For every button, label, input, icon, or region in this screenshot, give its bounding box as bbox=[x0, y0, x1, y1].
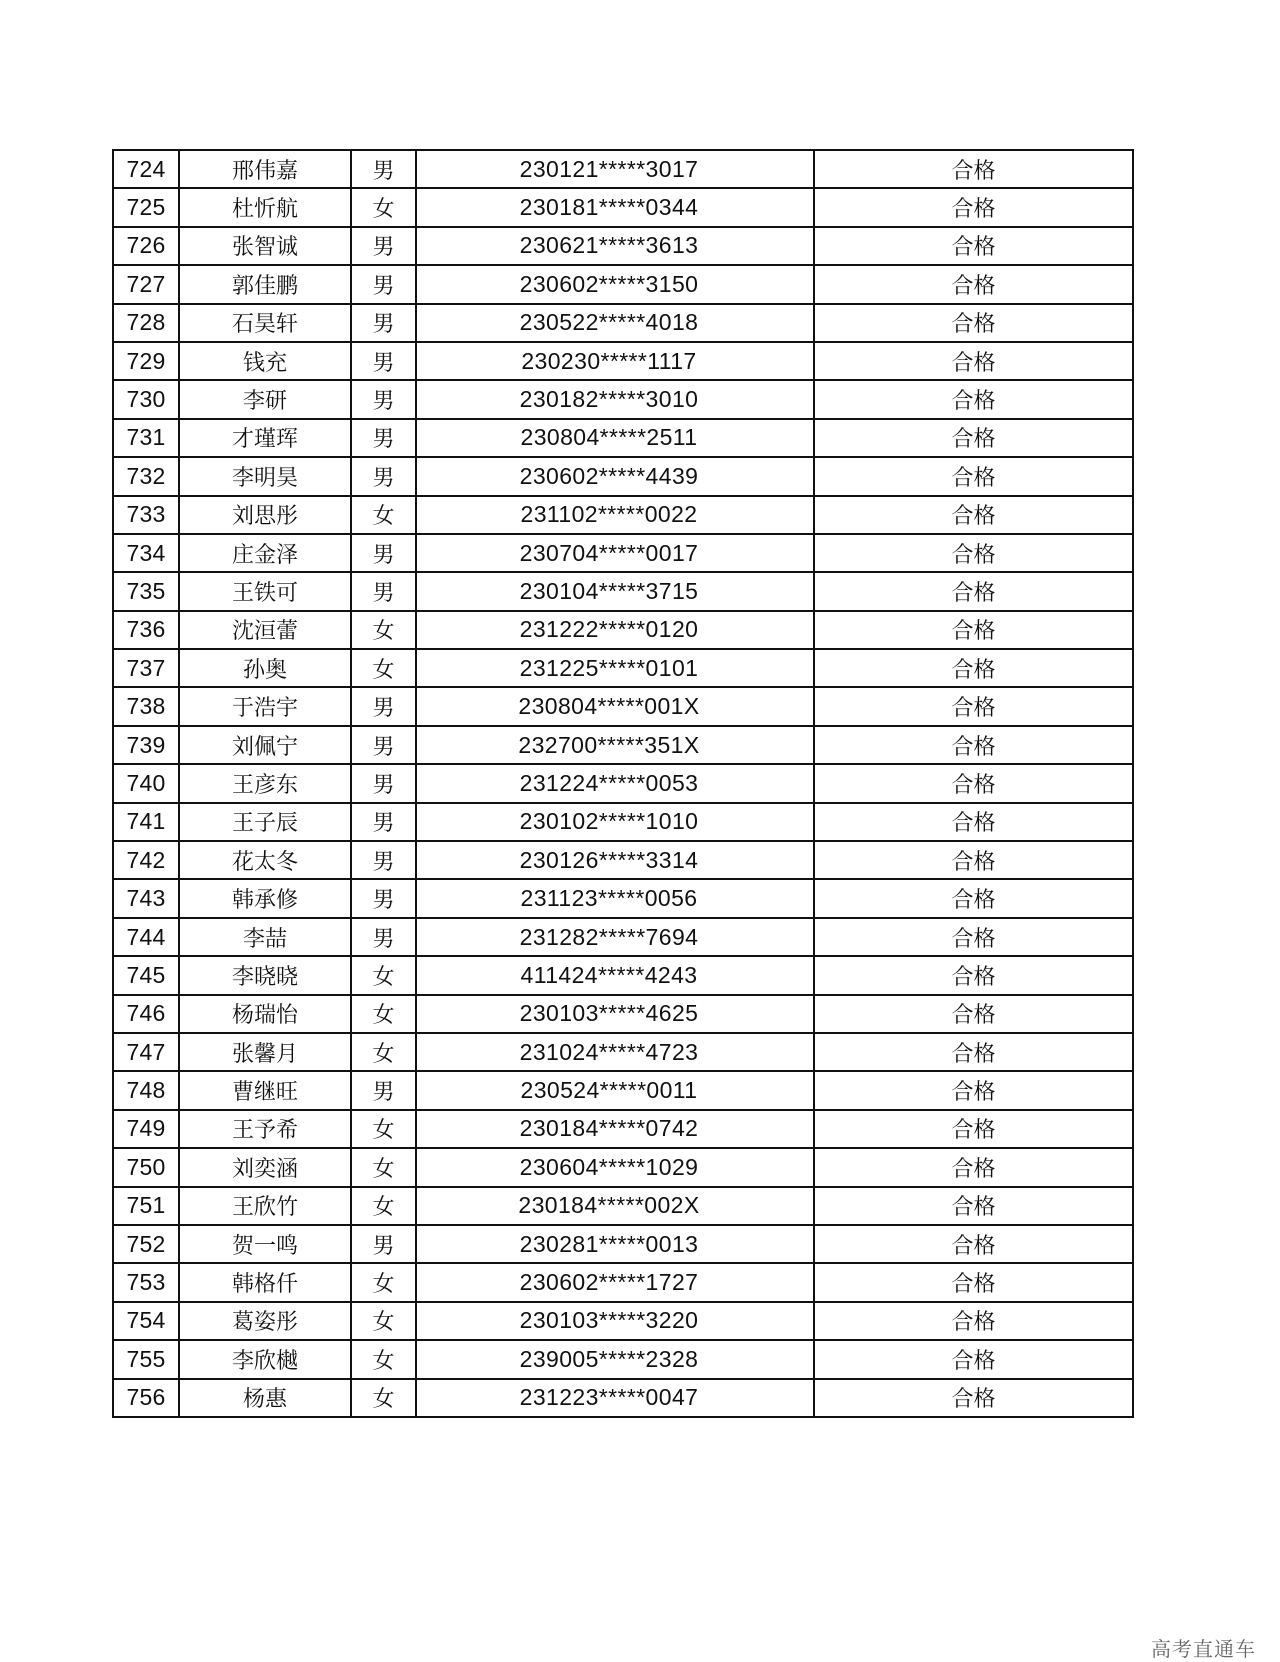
row-number-cell: 732 bbox=[113, 457, 179, 495]
row-number-cell: 739 bbox=[113, 726, 179, 764]
id-number-cell: 230102*****1010 bbox=[416, 803, 814, 841]
row-number-cell: 755 bbox=[113, 1340, 179, 1378]
table-row bbox=[113, 841, 1133, 879]
candidate-name-cell: 钱充 bbox=[179, 342, 351, 380]
candidate-name-cell: 孙奥 bbox=[179, 649, 351, 687]
row-number-cell: 742 bbox=[113, 841, 179, 879]
row-number-cell: 747 bbox=[113, 1033, 179, 1071]
id-number-cell: 230602*****3150 bbox=[416, 265, 814, 303]
row-number-cell: 729 bbox=[113, 342, 179, 380]
gender-cell: 男 bbox=[351, 879, 416, 917]
result-cell: 合格 bbox=[814, 1379, 1133, 1417]
table-row bbox=[113, 995, 1133, 1033]
row-number-cell: 737 bbox=[113, 649, 179, 687]
gender-cell: 男 bbox=[351, 534, 416, 572]
row-number-cell: 745 bbox=[113, 956, 179, 994]
id-number-cell: 231223*****0047 bbox=[416, 1379, 814, 1417]
candidate-name-cell: 李研 bbox=[179, 380, 351, 418]
id-number-cell: 230281*****0013 bbox=[416, 1225, 814, 1263]
id-number-cell: 231102*****0022 bbox=[416, 496, 814, 534]
table-row bbox=[113, 304, 1133, 342]
result-cell: 合格 bbox=[814, 1187, 1133, 1225]
id-number-cell: 230184*****002X bbox=[416, 1187, 814, 1225]
table-row bbox=[113, 265, 1133, 303]
candidate-name-cell: 王彦东 bbox=[179, 764, 351, 802]
result-cell: 合格 bbox=[814, 611, 1133, 649]
result-cell: 合格 bbox=[814, 1148, 1133, 1186]
result-cell: 合格 bbox=[814, 918, 1133, 956]
row-number-cell: 749 bbox=[113, 1110, 179, 1148]
candidate-name-cell: 韩承修 bbox=[179, 879, 351, 917]
gender-cell: 男 bbox=[351, 764, 416, 802]
table-row bbox=[113, 611, 1133, 649]
result-cell: 合格 bbox=[814, 1302, 1133, 1340]
row-number-cell: 753 bbox=[113, 1263, 179, 1301]
id-number-cell: 239005*****2328 bbox=[416, 1340, 814, 1378]
row-number-cell: 752 bbox=[113, 1225, 179, 1263]
gender-cell: 男 bbox=[351, 1225, 416, 1263]
candidate-name-cell: 庄金泽 bbox=[179, 534, 351, 572]
row-number-cell: 744 bbox=[113, 918, 179, 956]
table-row bbox=[113, 803, 1133, 841]
gender-cell: 男 bbox=[351, 918, 416, 956]
gender-cell: 女 bbox=[351, 1187, 416, 1225]
table-row bbox=[113, 457, 1133, 495]
id-number-cell: 230121*****3017 bbox=[416, 150, 814, 188]
row-number-cell: 746 bbox=[113, 995, 179, 1033]
gender-cell: 男 bbox=[351, 419, 416, 457]
gender-cell: 男 bbox=[351, 803, 416, 841]
table-row bbox=[113, 150, 1133, 188]
row-number-cell: 756 bbox=[113, 1379, 179, 1417]
gender-cell: 男 bbox=[351, 342, 416, 380]
result-cell: 合格 bbox=[814, 649, 1133, 687]
id-number-cell: 230621*****3613 bbox=[416, 227, 814, 265]
result-cell: 合格 bbox=[814, 380, 1133, 418]
id-number-cell: 231024*****4723 bbox=[416, 1033, 814, 1071]
candidate-name-cell: 王铁可 bbox=[179, 572, 351, 610]
candidate-name-cell: 曹继旺 bbox=[179, 1071, 351, 1109]
candidate-name-cell: 李明昊 bbox=[179, 457, 351, 495]
result-cell: 合格 bbox=[814, 1225, 1133, 1263]
candidate-name-cell: 杜忻航 bbox=[179, 188, 351, 226]
row-number-cell: 726 bbox=[113, 227, 179, 265]
result-cell: 合格 bbox=[814, 150, 1133, 188]
table-row bbox=[113, 342, 1133, 380]
candidate-name-cell: 韩格仟 bbox=[179, 1263, 351, 1301]
id-number-cell: 230522*****4018 bbox=[416, 304, 814, 342]
result-cell: 合格 bbox=[814, 534, 1133, 572]
candidate-name-cell: 李欣樾 bbox=[179, 1340, 351, 1378]
row-number-cell: 740 bbox=[113, 764, 179, 802]
gender-cell: 女 bbox=[351, 496, 416, 534]
table-row bbox=[113, 764, 1133, 802]
row-number-cell: 754 bbox=[113, 1302, 179, 1340]
gender-cell: 女 bbox=[351, 1148, 416, 1186]
row-number-cell: 728 bbox=[113, 304, 179, 342]
id-number-cell: 230126*****3314 bbox=[416, 841, 814, 879]
gender-cell: 女 bbox=[351, 611, 416, 649]
result-cell: 合格 bbox=[814, 803, 1133, 841]
gender-cell: 女 bbox=[351, 1110, 416, 1148]
gender-cell: 女 bbox=[351, 1263, 416, 1301]
candidate-name-cell: 刘佩宁 bbox=[179, 726, 351, 764]
id-number-cell: 230524*****0011 bbox=[416, 1071, 814, 1109]
gender-cell: 男 bbox=[351, 687, 416, 725]
gender-cell: 男 bbox=[351, 572, 416, 610]
table-row bbox=[113, 1340, 1133, 1378]
table-row bbox=[113, 227, 1133, 265]
result-cell: 合格 bbox=[814, 1263, 1133, 1301]
id-number-cell: 411424*****4243 bbox=[416, 956, 814, 994]
candidate-name-cell: 王予希 bbox=[179, 1110, 351, 1148]
candidate-name-cell: 王子辰 bbox=[179, 803, 351, 841]
candidate-name-cell: 张馨月 bbox=[179, 1033, 351, 1071]
row-number-cell: 741 bbox=[113, 803, 179, 841]
id-number-cell: 230602*****4439 bbox=[416, 457, 814, 495]
row-number-cell: 734 bbox=[113, 534, 179, 572]
row-number-cell: 738 bbox=[113, 687, 179, 725]
id-number-cell: 232700*****351X bbox=[416, 726, 814, 764]
row-number-cell: 743 bbox=[113, 879, 179, 917]
table-row bbox=[113, 687, 1133, 725]
gender-cell: 男 bbox=[351, 841, 416, 879]
id-number-cell: 230704*****0017 bbox=[416, 534, 814, 572]
result-cell: 合格 bbox=[814, 572, 1133, 610]
candidate-name-cell: 才瑾珲 bbox=[179, 419, 351, 457]
result-cell: 合格 bbox=[814, 419, 1133, 457]
candidate-name-cell: 花太冬 bbox=[179, 841, 351, 879]
row-number-cell: 727 bbox=[113, 265, 179, 303]
row-number-cell: 724 bbox=[113, 150, 179, 188]
gender-cell: 男 bbox=[351, 150, 416, 188]
table-row bbox=[113, 380, 1133, 418]
gender-cell: 男 bbox=[351, 1071, 416, 1109]
table-row bbox=[113, 419, 1133, 457]
table-row bbox=[113, 726, 1133, 764]
table-row bbox=[113, 1302, 1133, 1340]
id-number-cell: 231225*****0101 bbox=[416, 649, 814, 687]
gender-cell: 女 bbox=[351, 1302, 416, 1340]
result-cell: 合格 bbox=[814, 1110, 1133, 1148]
table-row bbox=[113, 918, 1133, 956]
gender-cell: 男 bbox=[351, 265, 416, 303]
table-row bbox=[113, 956, 1133, 994]
result-cell: 合格 bbox=[814, 342, 1133, 380]
candidate-name-cell: 石昊轩 bbox=[179, 304, 351, 342]
table-row bbox=[113, 649, 1133, 687]
result-cell: 合格 bbox=[814, 1033, 1133, 1071]
row-number-cell: 735 bbox=[113, 572, 179, 610]
id-number-cell: 230604*****1029 bbox=[416, 1148, 814, 1186]
gender-cell: 女 bbox=[351, 188, 416, 226]
candidate-name-cell: 刘奕涵 bbox=[179, 1148, 351, 1186]
result-cell: 合格 bbox=[814, 304, 1133, 342]
id-number-cell: 230184*****0742 bbox=[416, 1110, 814, 1148]
id-number-cell: 230182*****3010 bbox=[416, 380, 814, 418]
candidate-name-cell: 沈洹蕾 bbox=[179, 611, 351, 649]
results-table-body bbox=[113, 150, 1133, 1417]
candidate-name-cell: 王欣竹 bbox=[179, 1187, 351, 1225]
result-cell: 合格 bbox=[814, 265, 1133, 303]
gender-cell: 女 bbox=[351, 995, 416, 1033]
result-cell: 合格 bbox=[814, 1071, 1133, 1109]
row-number-cell: 748 bbox=[113, 1071, 179, 1109]
result-cell: 合格 bbox=[814, 879, 1133, 917]
id-number-cell: 231123*****0056 bbox=[416, 879, 814, 917]
id-number-cell: 231282*****7694 bbox=[416, 918, 814, 956]
result-cell: 合格 bbox=[814, 188, 1133, 226]
table-row bbox=[113, 1148, 1133, 1186]
id-number-cell: 230181*****0344 bbox=[416, 188, 814, 226]
candidate-name-cell: 杨瑞怡 bbox=[179, 995, 351, 1033]
id-number-cell: 230804*****001X bbox=[416, 687, 814, 725]
row-number-cell: 733 bbox=[113, 496, 179, 534]
table-row bbox=[113, 1379, 1133, 1417]
candidate-name-cell: 郭佳鹏 bbox=[179, 265, 351, 303]
gender-cell: 男 bbox=[351, 227, 416, 265]
table-row bbox=[113, 1225, 1133, 1263]
id-number-cell: 231224*****0053 bbox=[416, 764, 814, 802]
gender-cell: 女 bbox=[351, 1379, 416, 1417]
row-number-cell: 736 bbox=[113, 611, 179, 649]
row-number-cell: 731 bbox=[113, 419, 179, 457]
candidate-name-cell: 李晓晓 bbox=[179, 956, 351, 994]
result-cell: 合格 bbox=[814, 726, 1133, 764]
candidate-name-cell: 刘思彤 bbox=[179, 496, 351, 534]
candidate-name-cell: 李喆 bbox=[179, 918, 351, 956]
watermark-text: 高考直通车 bbox=[1151, 1637, 1256, 1661]
result-cell: 合格 bbox=[814, 227, 1133, 265]
gender-cell: 女 bbox=[351, 1340, 416, 1378]
gender-cell: 男 bbox=[351, 304, 416, 342]
table-row bbox=[113, 534, 1133, 572]
table-row bbox=[113, 1071, 1133, 1109]
gender-cell: 女 bbox=[351, 1033, 416, 1071]
gender-cell: 女 bbox=[351, 956, 416, 994]
id-number-cell: 230103*****3220 bbox=[416, 1302, 814, 1340]
candidate-name-cell: 邢伟嘉 bbox=[179, 150, 351, 188]
row-number-cell: 730 bbox=[113, 380, 179, 418]
table-row bbox=[113, 1110, 1133, 1148]
id-number-cell: 230602*****1727 bbox=[416, 1263, 814, 1301]
gender-cell: 男 bbox=[351, 726, 416, 764]
result-cell: 合格 bbox=[814, 1340, 1133, 1378]
result-cell: 合格 bbox=[814, 764, 1133, 802]
table-row bbox=[113, 1187, 1133, 1225]
result-cell: 合格 bbox=[814, 995, 1133, 1033]
result-cell: 合格 bbox=[814, 956, 1133, 994]
candidate-name-cell: 张智诚 bbox=[179, 227, 351, 265]
table-row bbox=[113, 572, 1133, 610]
candidate-name-cell: 葛姿彤 bbox=[179, 1302, 351, 1340]
id-number-cell: 230230*****1117 bbox=[416, 342, 814, 380]
table-row bbox=[113, 496, 1133, 534]
table-row bbox=[113, 1263, 1133, 1301]
gender-cell: 女 bbox=[351, 649, 416, 687]
candidate-name-cell: 于浩宇 bbox=[179, 687, 351, 725]
gender-cell: 男 bbox=[351, 457, 416, 495]
result-cell: 合格 bbox=[814, 457, 1133, 495]
table-row bbox=[113, 188, 1133, 226]
id-number-cell: 231222*****0120 bbox=[416, 611, 814, 649]
result-cell: 合格 bbox=[814, 841, 1133, 879]
id-number-cell: 230103*****4625 bbox=[416, 995, 814, 1033]
results-table bbox=[112, 149, 1134, 1418]
row-number-cell: 725 bbox=[113, 188, 179, 226]
table-row bbox=[113, 879, 1133, 917]
row-number-cell: 751 bbox=[113, 1187, 179, 1225]
row-number-cell: 750 bbox=[113, 1148, 179, 1186]
result-cell: 合格 bbox=[814, 687, 1133, 725]
result-cell: 合格 bbox=[814, 496, 1133, 534]
table-row bbox=[113, 1033, 1133, 1071]
id-number-cell: 230804*****2511 bbox=[416, 419, 814, 457]
candidate-name-cell: 贺一鸣 bbox=[179, 1225, 351, 1263]
candidate-name-cell: 杨惠 bbox=[179, 1379, 351, 1417]
id-number-cell: 230104*****3715 bbox=[416, 572, 814, 610]
gender-cell: 男 bbox=[351, 380, 416, 418]
